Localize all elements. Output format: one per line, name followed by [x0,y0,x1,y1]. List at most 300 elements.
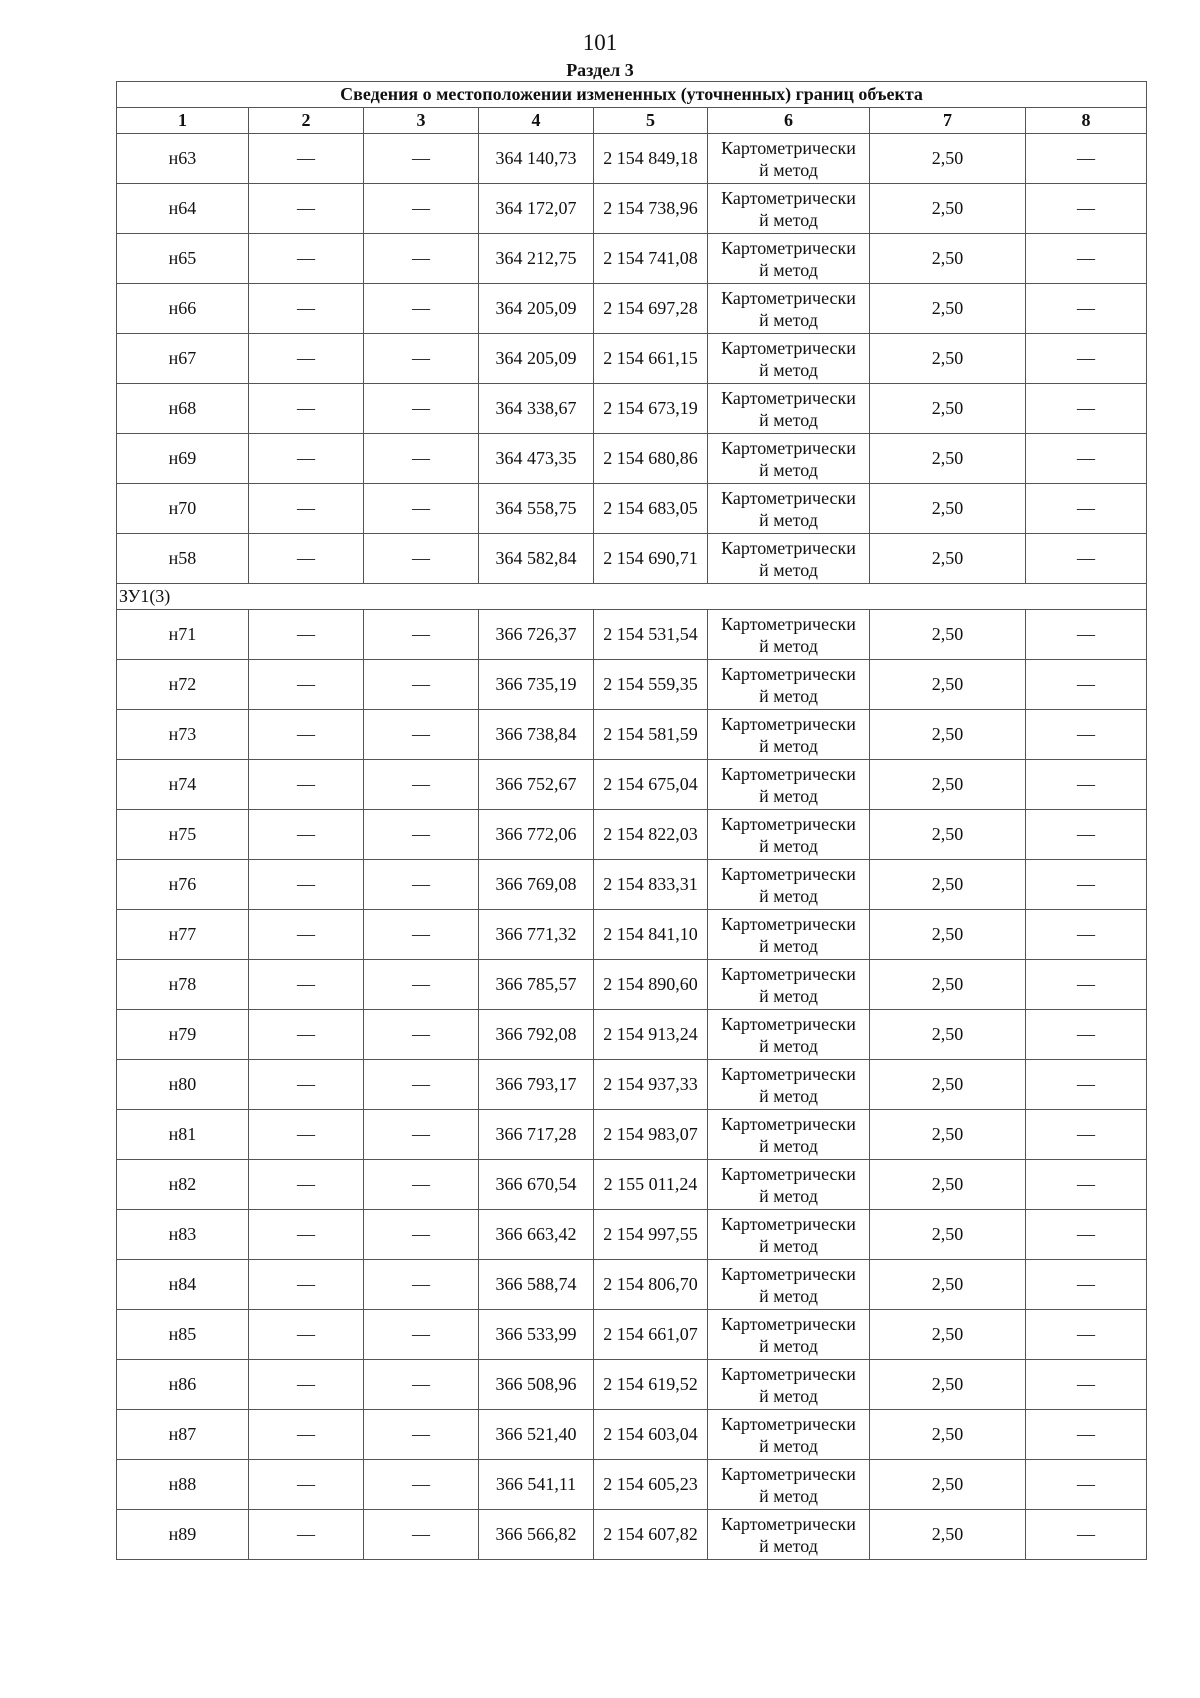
x-coordinate: 366 785,57 [479,960,594,1010]
x-coordinate: 366 752,67 [479,760,594,810]
point-name: н75 [117,810,249,860]
table-row [117,810,1147,860]
method-line: й метод [759,1085,818,1106]
method [708,1060,870,1110]
point-name: н72 [117,660,249,710]
method [708,660,870,710]
column-3-dash: — [364,1360,479,1410]
y-coordinate: 2 154 822,03 [594,810,708,860]
method-line: й метод [759,509,818,530]
column-8-dash: — [1026,1260,1147,1310]
method-line: й метод [759,885,818,906]
y-coordinate: 2 154 581,59 [594,710,708,760]
column-8-dash: — [1026,1060,1147,1110]
method [708,184,870,234]
method-line: й метод [759,935,818,956]
column-2-dash: — [249,1210,364,1260]
column-8-dash: — [1026,1510,1147,1560]
column-3-dash: — [364,1210,479,1260]
table-row [117,1310,1147,1360]
table-row [117,1110,1147,1160]
method [708,610,870,660]
method-line: й метод [759,159,818,180]
method-line: й метод [759,409,818,430]
column-2-dash: — [249,1510,364,1560]
method-line: Картометрически [721,237,856,258]
column-2-dash: — [249,384,364,434]
column-8-dash: — [1026,284,1147,334]
y-coordinate: 2 154 833,31 [594,860,708,910]
y-coordinate: 2 154 937,33 [594,1060,708,1110]
accuracy: 2,50 [870,710,1026,760]
column-3-dash: — [364,960,479,1010]
method-line: Картометрически [721,1313,856,1334]
page-number: 101 [582,30,618,55]
column-2-dash: — [249,1310,364,1360]
y-coordinate: 2 154 741,08 [594,234,708,284]
table-row [117,1360,1147,1410]
y-coordinate: 2 154 690,71 [594,534,708,584]
table-row [117,484,1147,534]
point-name: н69 [117,434,249,484]
column-3-dash: — [364,1260,479,1310]
y-coordinate: 2 154 607,82 [594,1510,708,1560]
method-line: й метод [759,1435,818,1456]
column-3-dash: — [364,1110,479,1160]
point-name: н63 [117,134,249,184]
column-2-dash: — [249,660,364,710]
column-8-dash: — [1026,660,1147,710]
y-coordinate: 2 154 559,35 [594,660,708,710]
y-coordinate: 2 154 531,54 [594,610,708,660]
method-line: Картометрически [721,1013,856,1034]
column-2-dash: — [249,910,364,960]
column-3-dash: — [364,284,479,334]
x-coordinate: 366 521,40 [479,1410,594,1460]
method-line: й метод [759,1135,818,1156]
column-8-dash: — [1026,1360,1147,1410]
column-header: 2 [249,108,364,134]
method [708,484,870,534]
method [708,910,870,960]
table-row [117,610,1147,660]
column-3-dash: — [364,434,479,484]
point-name: н80 [117,1060,249,1110]
column-8-dash: — [1026,910,1147,960]
accuracy: 2,50 [870,610,1026,660]
column-8-dash: — [1026,384,1147,434]
column-3-dash: — [364,334,479,384]
column-8-dash: — [1026,234,1147,284]
point-name: н71 [117,610,249,660]
column-header: 7 [870,108,1026,134]
method-line: й метод [759,785,818,806]
column-3-dash: — [364,1410,479,1460]
table-row [117,234,1147,284]
point-name: н78 [117,960,249,1010]
column-3-dash: — [364,610,479,660]
accuracy: 2,50 [870,284,1026,334]
x-coordinate: 366 772,06 [479,810,594,860]
point-name: н74 [117,760,249,810]
table-row [117,710,1147,760]
point-name: н83 [117,1210,249,1260]
method-line: Картометрически [721,1063,856,1084]
column-3-dash: — [364,234,479,284]
column-3-dash: — [364,1160,479,1210]
method [708,384,870,434]
y-coordinate: 2 154 913,24 [594,1010,708,1060]
section-title: Раздел 3 [566,60,634,80]
column-2-dash: — [249,710,364,760]
point-name: н64 [117,184,249,234]
accuracy: 2,50 [870,334,1026,384]
column-8-dash: — [1026,1160,1147,1210]
table-row [117,1210,1147,1260]
column-8-dash: — [1026,860,1147,910]
accuracy: 2,50 [870,1010,1026,1060]
column-2-dash: — [249,1010,364,1060]
accuracy: 2,50 [870,760,1026,810]
method-line: й метод [759,1485,818,1506]
column-8-dash: — [1026,760,1147,810]
x-coordinate: 364 473,35 [479,434,594,484]
column-header: 6 [708,108,870,134]
accuracy: 2,50 [870,860,1026,910]
accuracy: 2,50 [870,484,1026,534]
method [708,334,870,384]
column-2-dash: — [249,810,364,860]
group-label: ЗУ1(3) [117,584,1147,610]
column-2-dash: — [249,610,364,660]
accuracy: 2,50 [870,1410,1026,1460]
column-2-dash: — [249,484,364,534]
column-3-dash: — [364,384,479,434]
point-name: н82 [117,1160,249,1210]
coordinates-table [116,81,1147,1560]
method-line: й метод [759,309,818,330]
y-coordinate: 2 154 738,96 [594,184,708,234]
y-coordinate: 2 154 661,15 [594,334,708,384]
y-coordinate: 2 154 605,23 [594,1460,708,1510]
x-coordinate: 366 771,32 [479,910,594,960]
point-name: н85 [117,1310,249,1360]
column-8-dash: — [1026,1310,1147,1360]
table-row [117,760,1147,810]
y-coordinate: 2 154 680,86 [594,434,708,484]
method-line: й метод [759,985,818,1006]
column-2-dash: — [249,234,364,284]
table-row [117,660,1147,710]
x-coordinate: 366 566,82 [479,1510,594,1560]
method-line: Картометрически [721,613,856,634]
column-8-dash: — [1026,134,1147,184]
method-line: Картометрически [721,663,856,684]
method-line: й метод [759,635,818,656]
point-name: н89 [117,1510,249,1560]
method-line: й метод [759,459,818,480]
column-3-dash: — [364,1510,479,1560]
x-coordinate: 366 663,42 [479,1210,594,1260]
column-8-dash: — [1026,1110,1147,1160]
point-name: н87 [117,1410,249,1460]
table-row [117,1160,1147,1210]
point-name: н81 [117,1110,249,1160]
x-coordinate: 364 582,84 [479,534,594,584]
x-coordinate: 366 769,08 [479,860,594,910]
column-3-dash: — [364,910,479,960]
method [708,1360,870,1410]
column-3-dash: — [364,810,479,860]
method-line: й метод [759,559,818,580]
method-line: Картометрически [721,387,856,408]
method-line: й метод [759,1335,818,1356]
method [708,810,870,860]
method [708,860,870,910]
column-3-dash: — [364,660,479,710]
table-body [117,134,1147,1560]
method [708,534,870,584]
column-3-dash: — [364,760,479,810]
table-row [117,960,1147,1010]
column-8-dash: — [1026,710,1147,760]
method-line: Картометрически [721,287,856,308]
point-name: н70 [117,484,249,534]
method [708,1210,870,1260]
method-line: Картометрически [721,187,856,208]
column-3-dash: — [364,1060,479,1110]
table-row [117,434,1147,484]
x-coordinate: 366 726,37 [479,610,594,660]
column-8-dash: — [1026,334,1147,384]
table-row [117,1260,1147,1310]
column-3-dash: — [364,860,479,910]
method [708,1410,870,1460]
method [708,1510,870,1560]
y-coordinate: 2 154 849,18 [594,134,708,184]
method [708,1010,870,1060]
column-2-dash: — [249,134,364,184]
column-8-dash: — [1026,434,1147,484]
method [708,434,870,484]
accuracy: 2,50 [870,1110,1026,1160]
method [708,960,870,1010]
x-coordinate: 366 670,54 [479,1160,594,1210]
point-name: н68 [117,384,249,434]
point-name: н58 [117,534,249,584]
accuracy: 2,50 [870,434,1026,484]
point-name: н76 [117,860,249,910]
method-line: Картометрически [721,763,856,784]
method-line: Картометрически [721,1113,856,1134]
column-2-dash: — [249,760,364,810]
column-2-dash: — [249,434,364,484]
column-header: 8 [1026,108,1147,134]
y-coordinate: 2 154 675,04 [594,760,708,810]
accuracy: 2,50 [870,1260,1026,1310]
column-8-dash: — [1026,534,1147,584]
method-line: й метод [759,1535,818,1556]
method-line: Картометрически [721,1263,856,1284]
column-8-dash: — [1026,610,1147,660]
table-row [117,1010,1147,1060]
method [708,1260,870,1310]
x-coordinate: 364 338,67 [479,384,594,434]
method-line: Картометрически [721,1363,856,1384]
method-line: Картометрически [721,1413,856,1434]
y-coordinate: 2 154 997,55 [594,1210,708,1260]
column-2-dash: — [249,1410,364,1460]
method [708,1460,870,1510]
x-coordinate: 366 588,74 [479,1260,594,1310]
point-name: н67 [117,334,249,384]
column-8-dash: — [1026,184,1147,234]
method-line: Картометрически [721,137,856,158]
table-row [117,534,1147,584]
point-name: н79 [117,1010,249,1060]
point-name: н65 [117,234,249,284]
accuracy: 2,50 [870,660,1026,710]
column-8-dash: — [1026,1010,1147,1060]
method-line: Картометрически [721,963,856,984]
table-row [117,134,1147,184]
method-line: й метод [759,259,818,280]
table-row [117,1060,1147,1110]
method-line: Картометрически [721,1213,856,1234]
y-coordinate: 2 154 683,05 [594,484,708,534]
column-2-dash: — [249,1160,364,1210]
column-2-dash: — [249,1260,364,1310]
method [708,234,870,284]
y-coordinate: 2 154 841,10 [594,910,708,960]
column-2-dash: — [249,184,364,234]
method-line: Картометрически [721,1513,856,1534]
table-row [117,284,1147,334]
method-line: й метод [759,735,818,756]
accuracy: 2,50 [870,1360,1026,1410]
table-row [117,1460,1147,1510]
y-coordinate: 2 154 890,60 [594,960,708,1010]
method-line: й метод [759,1285,818,1306]
x-coordinate: 366 541,11 [479,1460,594,1510]
x-coordinate: 364 205,09 [479,334,594,384]
column-2-dash: — [249,1110,364,1160]
accuracy: 2,50 [870,134,1026,184]
x-coordinate: 364 140,73 [479,134,594,184]
column-3-dash: — [364,710,479,760]
accuracy: 2,50 [870,960,1026,1010]
x-coordinate: 366 533,99 [479,1310,594,1360]
column-2-dash: — [249,1060,364,1110]
column-8-dash: — [1026,1210,1147,1260]
column-8-dash: — [1026,484,1147,534]
method-line: Картометрически [721,487,856,508]
table-row [117,1410,1147,1460]
column-3-dash: — [364,1460,479,1510]
method-line: Картометрически [721,913,856,934]
method-line: Картометрически [721,1163,856,1184]
table-row [117,910,1147,960]
accuracy: 2,50 [870,1160,1026,1210]
x-coordinate: 366 793,17 [479,1060,594,1110]
table-caption-row [117,82,1147,108]
method-line: Картометрически [721,713,856,734]
x-coordinate: 364 205,09 [479,284,594,334]
column-3-dash: — [364,484,479,534]
accuracy: 2,50 [870,234,1026,284]
method-line: Картометрически [721,337,856,358]
x-coordinate: 366 717,28 [479,1110,594,1160]
method-line: й метод [759,685,818,706]
column-8-dash: — [1026,1460,1147,1510]
accuracy: 2,50 [870,810,1026,860]
column-header-row [117,108,1147,134]
x-coordinate: 366 792,08 [479,1010,594,1060]
accuracy: 2,50 [870,384,1026,434]
method-line: Картометрически [721,813,856,834]
column-2-dash: — [249,960,364,1010]
method-line: й метод [759,209,818,230]
accuracy: 2,50 [870,1510,1026,1560]
method-line: Картометрически [721,863,856,884]
point-name: н84 [117,1260,249,1310]
accuracy: 2,50 [870,1210,1026,1260]
method [708,1160,870,1210]
column-2-dash: — [249,334,364,384]
column-8-dash: — [1026,1410,1147,1460]
method-line: й метод [759,1185,818,1206]
table-row [117,334,1147,384]
x-coordinate: 364 212,75 [479,234,594,284]
method-line: й метод [759,1385,818,1406]
method [708,284,870,334]
accuracy: 2,50 [870,1060,1026,1110]
column-2-dash: — [249,1360,364,1410]
method [708,710,870,760]
column-header: 5 [594,108,708,134]
method-line: й метод [759,1235,818,1256]
method-line: й метод [759,359,818,380]
accuracy: 2,50 [870,1310,1026,1360]
column-2-dash: — [249,860,364,910]
method-line: й метод [759,835,818,856]
method [708,1310,870,1360]
table-row [117,384,1147,434]
table-row [117,184,1147,234]
method [708,1110,870,1160]
x-coordinate: 366 508,96 [479,1360,594,1410]
method [708,760,870,810]
group-header-row [117,584,1147,610]
point-name: н77 [117,910,249,960]
y-coordinate: 2 154 603,04 [594,1410,708,1460]
column-2-dash: — [249,1460,364,1510]
column-3-dash: — [364,534,479,584]
y-coordinate: 2 154 983,07 [594,1110,708,1160]
method [708,134,870,184]
method-line: Картометрически [721,437,856,458]
point-name: н88 [117,1460,249,1510]
column-8-dash: — [1026,810,1147,860]
accuracy: 2,50 [870,184,1026,234]
column-3-dash: — [364,134,479,184]
table-row [117,860,1147,910]
y-coordinate: 2 154 619,52 [594,1360,708,1410]
table-caption: Сведения о местоположении измененных (уточненных) границ объекта [117,82,1147,108]
accuracy: 2,50 [870,534,1026,584]
x-coordinate: 366 735,19 [479,660,594,710]
x-coordinate: 364 172,07 [479,184,594,234]
